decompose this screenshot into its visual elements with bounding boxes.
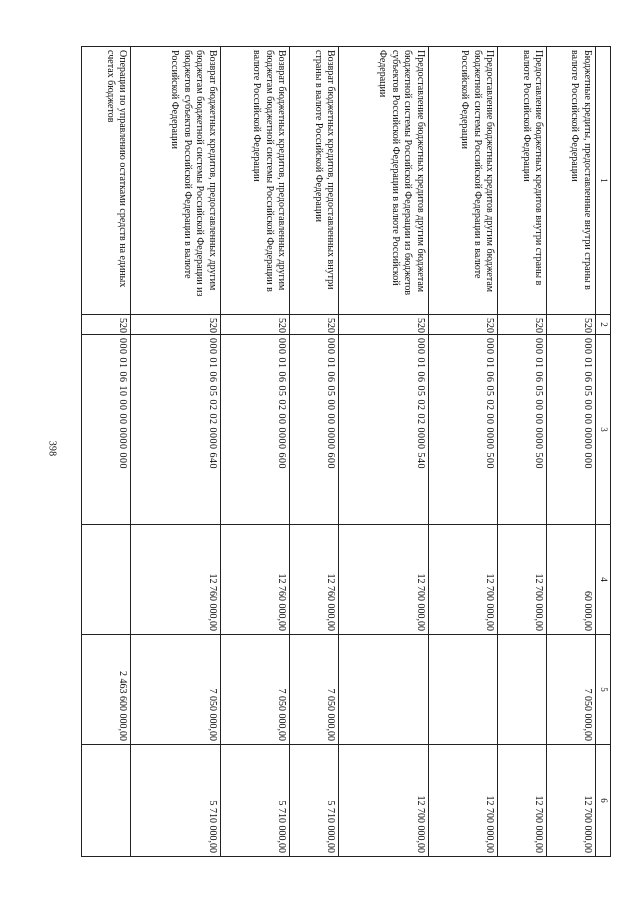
row-name-cell: Операции по управлению остатками средств на единых счетах бюджетов — [82, 47, 131, 315]
amount-cell-col4: 12 700 000,00 — [498, 525, 547, 635]
admin-code-cell: 520 — [290, 315, 339, 335]
column-header: 6 — [596, 745, 611, 857]
rotated-table-container — [81, 46, 611, 856]
column-header: 1 — [596, 47, 611, 315]
amount-cell-col5 — [339, 635, 429, 745]
amount-cell-col5 — [498, 635, 547, 745]
budget-code-cell: 000 01 06 05 02 00 0000 500 — [428, 335, 497, 525]
amount-cell-col4: 12 760 000,00 — [290, 525, 339, 635]
budget-table — [81, 46, 611, 857]
amount-cell-col6: 12 700 000,00 — [547, 745, 596, 857]
amount-cell-col5: 7 050 000,00 — [131, 635, 221, 745]
table-row — [131, 47, 221, 857]
column-header: 4 — [596, 525, 611, 635]
column-header: 3 — [596, 335, 611, 525]
admin-code-cell: 520 — [428, 315, 497, 335]
budget-code-cell: 000 01 06 05 02 00 0000 600 — [220, 335, 289, 525]
admin-code-cell: 520 — [220, 315, 289, 335]
amount-cell-col5: 7 050 000,00 — [220, 635, 289, 745]
amount-cell-col6: 12 700 000,00 — [428, 745, 497, 857]
row-name-cell: Возврат бюджетных кредитов, предоставленных другим бюджетам бюджетной системы Российской Федерации из бюджетов субъектов Российской Федерации в валюте Российской Федерации — [131, 47, 221, 315]
budget-code-cell: 000 01 06 05 00 00 0000 500 — [498, 335, 547, 525]
amount-cell-col6: 12 700 000,00 — [339, 745, 429, 857]
page-number: 398 — [46, 440, 58, 457]
amount-cell-col4 — [82, 525, 131, 635]
column-header: 5 — [596, 635, 611, 745]
table-row — [82, 47, 131, 857]
admin-code-cell: 520 — [82, 315, 131, 335]
amount-cell-col4: 12 700 000,00 — [428, 525, 497, 635]
amount-cell-col6: 12 700 000,00 — [498, 745, 547, 857]
budget-code-cell: 000 01 06 05 00 00 0000 600 — [290, 335, 339, 525]
amount-cell-col5: 2 463 600 000,00 — [82, 635, 131, 745]
amount-cell-col6: 5 710 000,00 — [220, 745, 289, 857]
row-name-cell: Бюджетные кредиты, предоставленные внутри страны в валюте Российской Федерации — [547, 47, 596, 315]
row-name-cell: Предоставление бюджетных кредитов внутри страны в валюте Российской Федерации — [498, 47, 547, 315]
budget-code-cell: 000 01 06 05 02 02 0000 540 — [339, 335, 429, 525]
row-name-cell: Предоставление бюджетных кредитов другим бюджетам бюджетной системы Российской Федерации из бюджетов субъектов Российской Федерации в валюте Российской Федерации — [339, 47, 429, 315]
table-row — [339, 47, 429, 857]
row-name-cell: Возврат бюджетных кредитов, предоставленных другим бюджетам бюджетной системы Российской Федерации в валюте Российской Федерации — [220, 47, 289, 315]
budget-code-cell: 000 01 06 10 00 00 0000 000 — [82, 335, 131, 525]
row-name-cell: Возврат бюджетных кредитов, предоставленных внутри страны в валюте Российской Федерации — [290, 47, 339, 315]
amount-cell-col6: 5 710 000,00 — [290, 745, 339, 857]
table-header-row — [596, 47, 611, 857]
amount-cell-col4: 12 760 000,00 — [220, 525, 289, 635]
amount-cell-col4: 12 760 000,00 — [131, 525, 221, 635]
amount-cell-col6: 5 710 000,00 — [131, 745, 221, 857]
amount-cell-col4: 60 000,00 — [547, 525, 596, 635]
column-header: 2 — [596, 315, 611, 335]
table-row — [290, 47, 339, 857]
table-row — [428, 47, 497, 857]
table-row — [547, 47, 596, 857]
admin-code-cell: 520 — [131, 315, 221, 335]
admin-code-cell: 520 — [498, 315, 547, 335]
amount-cell-col5: 7 050 000,00 — [547, 635, 596, 745]
admin-code-cell: 520 — [547, 315, 596, 335]
amount-cell-col5: 7 050 000,00 — [290, 635, 339, 745]
amount-cell-col6 — [82, 745, 131, 857]
admin-code-cell: 520 — [339, 315, 429, 335]
table-row — [220, 47, 289, 857]
amount-cell-col5 — [428, 635, 497, 745]
row-name-cell: Предоставление бюджетных кредитов другим бюджетам бюджетной системы Российской Федерации в валюте Российской Федерации — [428, 47, 497, 315]
budget-code-cell: 000 01 06 05 02 02 0000 640 — [131, 335, 221, 525]
budget-code-cell: 000 01 06 05 00 00 0000 000 — [547, 335, 596, 525]
amount-cell-col4: 12 700 000,00 — [339, 525, 429, 635]
table-row — [498, 47, 547, 857]
